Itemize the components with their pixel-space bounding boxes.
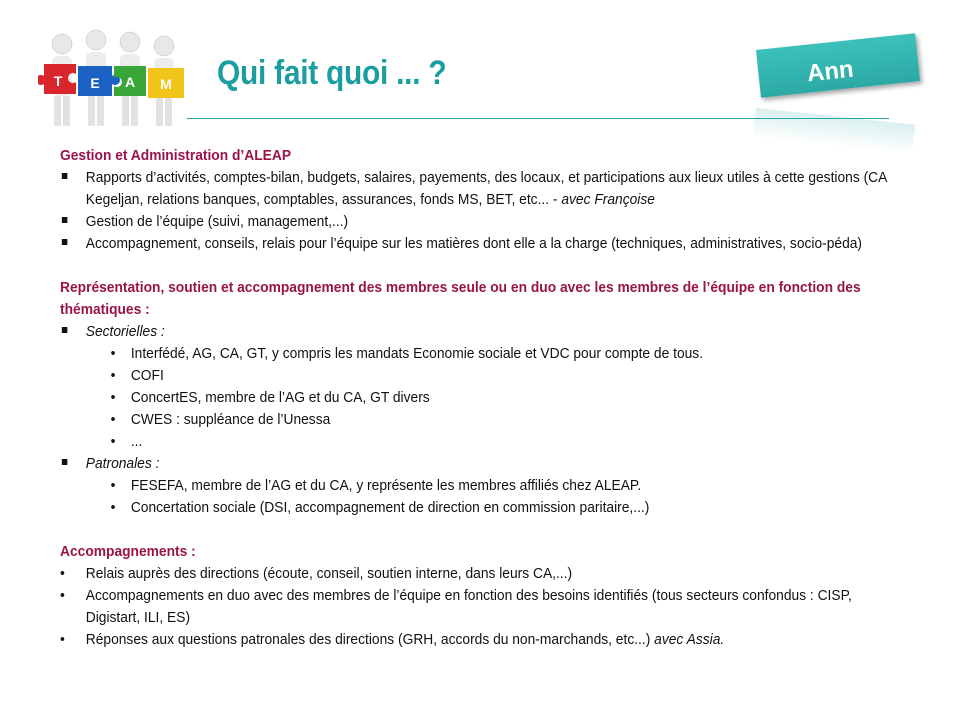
round-bullet-icon: •	[60, 587, 65, 604]
round-bullet-icon: •	[110, 477, 116, 494]
sub-list-item: • CWES : suppléance de l’Unessa	[60, 409, 888, 431]
team-figure-yellow	[148, 36, 184, 126]
list-item: Accompagnement, conseils, relais pour l’équipe sur les matières dont elle a la charge (techniques, administratives, socio-péda)	[60, 233, 888, 255]
round-bullet-icon: •	[60, 631, 65, 648]
logo-letter-m: M	[160, 76, 172, 92]
square-bullet-icon	[60, 233, 86, 255]
team-figure-red	[38, 34, 76, 126]
section-heading-gestion: Gestion et Administration d’ALEAP	[60, 147, 292, 164]
square-bullet-icon	[60, 211, 86, 233]
sub-list-item: • COFI	[60, 365, 888, 387]
group-label-sectorielles: Sectorielles :	[60, 321, 888, 343]
logo-letter-a: A	[124, 74, 136, 90]
page-title: Qui fait quoi ... ?	[217, 54, 447, 92]
team-figure-blue	[78, 30, 120, 126]
square-bullet-icon	[60, 321, 86, 343]
annex-tag-label: Ann	[805, 55, 855, 88]
list-item: • Accompagnements en duo avec des membres de l’équipe en fonction des besoins identifiés (tous secteurs confondus : CISP, Digistart, ILI, ES)	[60, 587, 852, 626]
square-bullet-icon	[60, 453, 86, 475]
round-bullet-icon: •	[110, 411, 116, 428]
square-bullet-icon	[60, 167, 86, 189]
sub-list-item: • FESEFA, membre de l’AG et du CA, y représente les membres affiliés chez ALEAP.	[60, 475, 888, 497]
round-bullet-icon: •	[110, 433, 116, 450]
group-label-patronales: Patronales :	[60, 453, 888, 475]
list-item: • Réponses aux questions patronales des directions (GRH, accords du non-marchands, etc...) avec Assia.	[60, 629, 888, 651]
sub-list-item: • Interfédé, AG, CA, GT, y compris les mandats Economie sociale et VDC pour compte de tous.	[60, 343, 888, 365]
list-item: • Relais auprès des directions (écoute, conseil, soutien interne, dans leurs CA,...)	[60, 563, 888, 585]
team-puzzle-logo	[38, 26, 188, 130]
round-bullet-icon: •	[110, 389, 116, 406]
sub-list-item: • Concertation sociale (DSI, accompagnement de direction en commission paritaire,...)	[60, 497, 888, 519]
content-body	[60, 145, 900, 651]
logo-letter-t: T	[53, 73, 63, 89]
list-item: Rapports d’activités, comptes-bilan, budgets, salaires, payements, des locaux, et participations aux lieux utiles à cette gestions (CA Kegeljan, relations banques, comptables, assurances, fonds MS, BET, etc... - avec Françoise	[60, 167, 888, 211]
round-bullet-icon: •	[110, 345, 116, 362]
round-bullet-icon: •	[110, 367, 116, 384]
round-bullet-icon: •	[60, 565, 65, 582]
sub-list-item: • ConcertES, membre de l’AG et du CA, GT divers	[60, 387, 888, 409]
section-heading-representation: Représentation, soutien et accompagnement des membres seule ou en duo avec les membres de l’équipe en fonction des thématiques :	[60, 279, 861, 318]
logo-letter-e: E	[90, 75, 100, 91]
section-heading-accompagnements: Accompagnements :	[60, 543, 196, 560]
round-bullet-icon: •	[110, 499, 116, 516]
list-item: Gestion de l’équipe (suivi, management,...)	[60, 211, 888, 233]
sub-list-item: • ...	[60, 431, 888, 453]
